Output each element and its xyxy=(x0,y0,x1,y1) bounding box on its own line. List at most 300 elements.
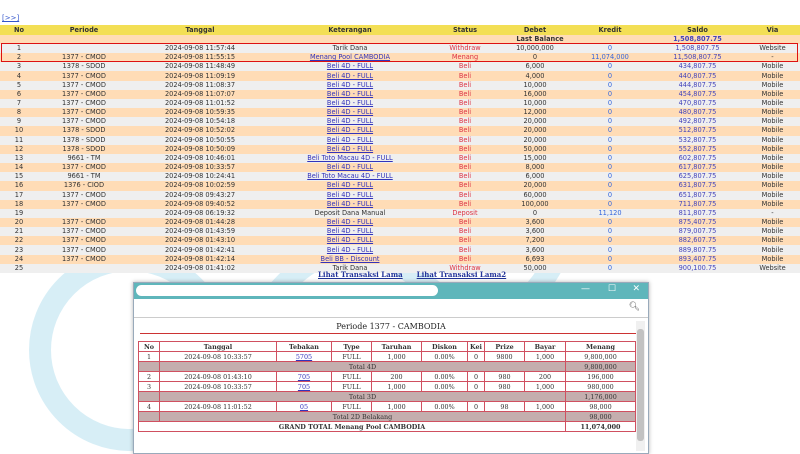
detail-cell-tanggal: 2024-09-08 10:33:57 xyxy=(160,352,277,362)
cell-debet: 16,000 xyxy=(500,90,570,99)
cell-via: Mobile xyxy=(745,172,800,181)
cell-periode: 1377 - CMOD xyxy=(38,90,130,99)
detail-row xyxy=(139,382,636,392)
cell-no: 13 xyxy=(0,154,38,163)
cell-tanggal: 2024-09-08 10:54:18 xyxy=(130,117,270,126)
cell-no: 12 xyxy=(0,145,38,154)
subtotal-row xyxy=(139,392,636,402)
cell-keterangan: Tarik Dana xyxy=(270,44,430,53)
cell-kredit: 0 xyxy=(570,154,650,163)
cell-status: Beli xyxy=(430,227,500,236)
detail-cell-diskon: 0.00% xyxy=(422,352,468,362)
minimize-button[interactable]: — xyxy=(581,284,590,294)
cell-via: Mobile xyxy=(745,81,800,90)
cell-no: 22 xyxy=(0,236,38,245)
cell-status: Beli xyxy=(430,163,500,172)
cell-tanggal: 2024-09-08 11:01:52 xyxy=(130,99,270,108)
cell-kredit: 0 xyxy=(570,172,650,181)
col-header-no: No xyxy=(0,25,38,35)
cell-status: Beli xyxy=(430,108,500,117)
cell-via: Mobile xyxy=(745,99,800,108)
cell-no: 1 xyxy=(0,44,38,53)
cell-saldo: 552,807.75 xyxy=(650,145,745,154)
cell-periode: 1376 - CIOD xyxy=(38,181,130,190)
detail-cell-type: FULL xyxy=(332,372,372,382)
cell-status: Beli xyxy=(430,236,500,245)
cell-via: - xyxy=(745,53,800,62)
cell-periode: 1378 - SDOD xyxy=(38,136,130,145)
detail-header-taruhan: Taruhan xyxy=(372,342,422,352)
cell-keterangan: Tarik Dana xyxy=(270,264,430,273)
cell-keterangan[interactable]: Beli 4D - FULL xyxy=(270,191,430,200)
detail-cell-tanggal: 2024-09-08 11:01:52 xyxy=(160,402,277,412)
cell-kredit: 0 xyxy=(570,71,650,80)
table-row xyxy=(0,90,800,99)
cell-no: 23 xyxy=(0,245,38,254)
popup-toolbar xyxy=(134,299,648,318)
detail-cell-kei: 0 xyxy=(468,382,485,392)
cell-saldo: 651,807.75 xyxy=(650,191,745,200)
cell-debet: 4,000 xyxy=(500,71,570,80)
cell-saldo: 470,807.75 xyxy=(650,99,745,108)
cell-via: Mobile xyxy=(745,90,800,99)
detail-cell-menang: 196,000 xyxy=(566,372,636,382)
cell-via: Mobile xyxy=(745,245,800,254)
cell-tanggal: 2024-09-08 11:57:44 xyxy=(130,44,270,53)
cell-saldo: 889,807.75 xyxy=(650,245,745,254)
cell-debet: 8,000 xyxy=(500,163,570,172)
cell-debet: 12,000 xyxy=(500,108,570,117)
detail-cell-diskon: 0.00% xyxy=(422,402,468,412)
cell-status: Beli xyxy=(430,191,500,200)
detail-cell-tanggal: 2024-09-08 01:43:10 xyxy=(160,372,277,382)
cell-periode: 9661 - TM xyxy=(38,154,130,163)
detail-cell-tebakan[interactable]: 5705 xyxy=(277,352,332,362)
col-header-via: Via xyxy=(745,25,800,35)
cell-kredit: 0 xyxy=(570,99,650,108)
address-bar[interactable] xyxy=(136,285,438,296)
popup-titlebar xyxy=(134,283,648,299)
detail-header-diskon: Diskon xyxy=(422,342,468,352)
cell-saldo: 882,607.75 xyxy=(650,236,745,245)
detail-header-menang: Menang xyxy=(566,342,636,352)
cell-saldo: 444,807.75 xyxy=(650,81,745,90)
detail-table xyxy=(138,341,636,432)
detail-header-no: No xyxy=(139,342,160,352)
cell-no: 6 xyxy=(0,90,38,99)
cell-tanggal: 2024-09-08 01:42:14 xyxy=(130,255,270,264)
cell-status: Deposit xyxy=(430,209,500,218)
cell-kredit: 11,074,000 xyxy=(570,53,650,62)
cell-debet: 6,693 xyxy=(500,255,570,264)
table-row xyxy=(0,209,800,218)
cell-keterangan[interactable]: Beli 4D - FULL xyxy=(270,126,430,135)
cell-debet: 0 xyxy=(500,209,570,218)
cell-tanggal: 2024-09-08 10:50:09 xyxy=(130,145,270,154)
detail-cell-prize: 9800 xyxy=(485,352,525,362)
cell-tanggal: 2024-09-08 10:02:59 xyxy=(130,181,270,190)
cell-tanggal: 2024-09-08 10:24:41 xyxy=(130,172,270,181)
cell-tanggal: 2024-09-08 11:09:19 xyxy=(130,71,270,80)
detail-cell-type: FULL xyxy=(332,382,372,392)
detail-header-type: Type xyxy=(332,342,372,352)
table-row xyxy=(0,44,800,53)
cell-no: 14 xyxy=(0,163,38,172)
old-transactions-link-2[interactable]: Lihat Transaksi Lama2 xyxy=(416,270,507,279)
cell-via: - xyxy=(745,209,800,218)
table-row xyxy=(0,163,800,172)
last-balance-row xyxy=(0,35,800,44)
cell-keterangan[interactable]: Beli 4D - FULL xyxy=(270,236,430,245)
cell-tanggal: 2024-09-08 06:19:32 xyxy=(130,209,270,218)
cell-tanggal: 2024-09-08 01:43:59 xyxy=(130,227,270,236)
cell-periode: 1377 - CMOD xyxy=(38,218,130,227)
cell-no: 5 xyxy=(0,81,38,90)
cell-via: Mobile xyxy=(745,145,800,154)
detail-cell-tebakan[interactable]: 705 xyxy=(277,382,332,392)
cell-saldo: 879,007.75 xyxy=(650,227,745,236)
cell-keterangan[interactable]: Beli Toto Macau 4D - FULL xyxy=(270,154,430,163)
next-page-link[interactable]: [>>] xyxy=(2,14,20,22)
cell-tanggal: 2024-09-08 11:48:49 xyxy=(130,62,270,71)
cell-kredit: 0 xyxy=(570,81,650,90)
cell-no: 15 xyxy=(0,172,38,181)
cell-via: Website xyxy=(745,264,800,273)
cell-kredit: 0 xyxy=(570,236,650,245)
cell-debet: 6,000 xyxy=(500,172,570,181)
detail-cell-no: 3 xyxy=(139,382,160,392)
cell-keterangan[interactable]: Beli 4D - FULL xyxy=(270,145,430,154)
cell-no: 16 xyxy=(0,181,38,190)
detail-cell-taruhan: 1,000 xyxy=(372,382,422,392)
total-label: Total 2D Belakang xyxy=(160,412,566,422)
cell-status: Beli xyxy=(430,172,500,181)
older-links xyxy=(318,270,520,279)
table-row xyxy=(0,181,800,190)
col-header-periode: Periode xyxy=(38,25,130,35)
cell-debet: 7,200 xyxy=(500,236,570,245)
cell-saldo: 875,407.75 xyxy=(650,218,745,227)
scrollbar-thumb[interactable] xyxy=(637,329,644,441)
cell-saldo: 602,807.75 xyxy=(650,154,745,163)
cell-debet: 50,000 xyxy=(500,145,570,154)
cell-status: Beli xyxy=(430,90,500,99)
table-row xyxy=(0,154,800,163)
cell-periode xyxy=(38,209,130,218)
detail-cell-no: 4 xyxy=(139,402,160,412)
cell-kredit: 0 xyxy=(570,163,650,172)
cell-kredit: 0 xyxy=(570,62,650,71)
cell-periode: 1377 - CMOD xyxy=(38,53,130,62)
blank-cell xyxy=(139,392,160,402)
cell-status: Beli xyxy=(430,62,500,71)
cell-status: Beli xyxy=(430,71,500,80)
table-row xyxy=(0,117,800,126)
cell-debet: 0 xyxy=(500,53,570,62)
cell-no: 9 xyxy=(0,117,38,126)
cell-via: Mobile xyxy=(745,71,800,80)
cell-kredit: 11,120 xyxy=(570,209,650,218)
cell-kredit: 0 xyxy=(570,90,650,99)
cell-saldo: 440,807.75 xyxy=(650,71,745,80)
detail-cell-bayar: 1,000 xyxy=(525,402,566,412)
cell-saldo: 532,807.75 xyxy=(650,136,745,145)
close-button[interactable]: ✕ xyxy=(632,284,640,294)
cell-kredit: 0 xyxy=(570,44,650,53)
cell-periode: 1377 - CMOD xyxy=(38,245,130,254)
cell-status: Beli xyxy=(430,99,500,108)
cell-via: Mobile xyxy=(745,108,800,117)
cell-periode: 1377 - CMOD xyxy=(38,191,130,200)
cell-tanggal: 2024-09-08 09:43:27 xyxy=(130,191,270,200)
cell-keterangan[interactable]: Beli 4D - FULL xyxy=(270,108,430,117)
detail-cell-bayar: 1,000 xyxy=(525,352,566,362)
cell-periode: 1378 - SDOD xyxy=(38,145,130,154)
cell-via: Mobile xyxy=(745,236,800,245)
cell-no: 8 xyxy=(0,108,38,117)
cell-status: Beli xyxy=(430,136,500,145)
detail-header-tebakan: Tebakan xyxy=(277,342,332,352)
cell-periode: 1377 - CMOD xyxy=(38,227,130,236)
total-label: GRAND TOTAL Menang Pool CAMBODIA xyxy=(139,422,566,432)
cell-debet: 3,600 xyxy=(500,227,570,236)
cell-saldo: 711,807.75 xyxy=(650,200,745,209)
col-header-tanggal: Tanggal xyxy=(130,25,270,35)
cell-saldo: 900,100.75 xyxy=(650,264,745,273)
cell-debet: 6,000 xyxy=(500,62,570,71)
detail-cell-menang: 980,000 xyxy=(566,382,636,392)
cell-saldo: 617,807.75 xyxy=(650,163,745,172)
table-row xyxy=(0,145,800,154)
cell-keterangan[interactable]: Beli 4D - FULL xyxy=(270,81,430,90)
cell-keterangan[interactable]: Beli 4D - FULL xyxy=(270,163,430,172)
cell-tanggal: 2024-09-08 01:43:10 xyxy=(130,236,270,245)
detail-header-bayar: Bayar xyxy=(525,342,566,352)
cell-periode xyxy=(38,44,130,53)
cell-kredit: 0 xyxy=(570,255,650,264)
cell-kredit: 0 xyxy=(570,181,650,190)
cell-keterangan[interactable]: Beli 4D - FULL xyxy=(270,181,430,190)
cell-periode: 1378 - SDOD xyxy=(38,62,130,71)
detail-row xyxy=(139,402,636,412)
cell-debet: 100,000 xyxy=(500,200,570,209)
popup-window xyxy=(133,282,649,454)
cell-tanggal: 2024-09-08 11:08:37 xyxy=(130,81,270,90)
cell-saldo: 631,807.75 xyxy=(650,181,745,190)
table-row xyxy=(0,218,800,227)
cell-kredit: 0 xyxy=(570,200,650,209)
detail-cell-type: FULL xyxy=(332,402,372,412)
cell-periode: 1377 - CMOD xyxy=(38,108,130,117)
cell-kredit: 0 xyxy=(570,264,650,273)
cell-saldo: 811,807.75 xyxy=(650,209,745,218)
cell-tanggal: 2024-09-08 10:50:55 xyxy=(130,136,270,145)
table-row xyxy=(0,136,800,145)
total-value: 1,176,000 xyxy=(566,392,636,402)
cell-via: Mobile xyxy=(745,62,800,71)
cell-status: Withdraw xyxy=(430,44,500,53)
cell-no: 19 xyxy=(0,209,38,218)
cell-debet: 20,000 xyxy=(500,126,570,135)
table-row xyxy=(0,53,800,62)
cell-no: 10 xyxy=(0,126,38,135)
cell-keterangan[interactable]: Beli 4D - FULL xyxy=(270,71,430,80)
detail-cell-prize: 980 xyxy=(485,382,525,392)
detail-header-kei: Kei xyxy=(468,342,485,352)
last-balance-label: Last Balance xyxy=(430,35,650,44)
cell-via: Mobile xyxy=(745,227,800,236)
subtotal-row xyxy=(139,362,636,372)
maximize-button[interactable]: ☐ xyxy=(607,284,616,294)
blank-cell xyxy=(139,362,160,372)
scrollbar[interactable] xyxy=(636,321,645,451)
divider xyxy=(140,333,640,334)
detail-cell-kei: 0 xyxy=(468,352,485,362)
cell-tanggal: 2024-09-08 01:41:02 xyxy=(130,264,270,273)
grand-total-row xyxy=(139,422,636,432)
subtotal-row xyxy=(139,412,636,422)
cell-tanggal: 2024-09-08 10:46:01 xyxy=(130,154,270,163)
cell-no: 25 xyxy=(0,264,38,273)
cell-no: 17 xyxy=(0,191,38,200)
cell-status: Menang xyxy=(430,53,500,62)
cell-via: Mobile xyxy=(745,117,800,126)
cell-status: Beli xyxy=(430,154,500,163)
cell-saldo: 893,407.75 xyxy=(650,255,745,264)
blank-cell xyxy=(139,412,160,422)
cell-debet: 3,600 xyxy=(500,245,570,254)
cell-via: Mobile xyxy=(745,154,800,163)
cell-saldo: 11,508,807.75 xyxy=(650,53,745,62)
cell-periode: 1377 - CMOD xyxy=(38,163,130,172)
table-row xyxy=(0,236,800,245)
cell-no: 3 xyxy=(0,62,38,71)
cell-debet: 20,000 xyxy=(500,181,570,190)
cell-keterangan[interactable]: Beli Toto Macau 4D - FULL xyxy=(270,172,430,181)
transaction-table xyxy=(0,25,800,273)
cell-debet: 20,000 xyxy=(500,136,570,145)
cell-keterangan[interactable]: Beli 4D - FULL xyxy=(270,245,430,254)
detail-cell-tebakan[interactable]: 05 xyxy=(277,402,332,412)
table-row xyxy=(0,81,800,90)
cell-status: Beli xyxy=(430,255,500,264)
detail-cell-kei: 0 xyxy=(468,402,485,412)
table-row xyxy=(0,172,800,181)
cell-tanggal: 2024-09-08 09:40:52 xyxy=(130,200,270,209)
cell-via: Mobile xyxy=(745,126,800,135)
cell-tanggal: 2024-09-08 10:59:35 xyxy=(130,108,270,117)
cell-kredit: 0 xyxy=(570,108,650,117)
detail-cell-taruhan: 1,000 xyxy=(372,352,422,362)
cell-via: Mobile xyxy=(745,163,800,172)
cell-periode: 1378 - SDOD xyxy=(38,126,130,135)
cell-kredit: 0 xyxy=(570,117,650,126)
cell-kredit: 0 xyxy=(570,227,650,236)
cell-periode: 1377 - CMOD xyxy=(38,99,130,108)
col-header-kredit: Kredit xyxy=(570,25,650,35)
col-header-debet: Debet xyxy=(500,25,570,35)
cell-keterangan[interactable]: Beli 4D - FULL xyxy=(270,227,430,236)
table-row xyxy=(0,200,800,209)
detail-cell-menang: 9,800,000 xyxy=(566,352,636,362)
detail-cell-taruhan: 200 xyxy=(372,372,422,382)
cell-status: Beli xyxy=(430,218,500,227)
cell-kredit: 0 xyxy=(570,245,650,254)
cell-periode: 1377 - CMOD xyxy=(38,200,130,209)
detail-cell-tebakan[interactable]: 705 xyxy=(277,372,332,382)
cell-debet: 3,600 xyxy=(500,218,570,227)
cell-keterangan[interactable]: Beli 4D - FULL xyxy=(270,90,430,99)
cell-tanggal: 2024-09-08 11:07:07 xyxy=(130,90,270,99)
detail-cell-tanggal: 2024-09-08 10:33:57 xyxy=(160,382,277,392)
cell-debet: 10,000 xyxy=(500,81,570,90)
cell-status: Beli xyxy=(430,181,500,190)
col-header-status: Status xyxy=(430,25,500,35)
col-header-keterangan: Keterangan xyxy=(270,25,430,35)
cell-saldo: 492,807.75 xyxy=(650,117,745,126)
cell-debet: 50,000 xyxy=(500,264,570,273)
cell-no: 2 xyxy=(0,53,38,62)
cell-saldo: 512,807.75 xyxy=(650,126,745,135)
table-row xyxy=(0,245,800,254)
detail-row xyxy=(139,372,636,382)
cell-keterangan[interactable]: Beli BB - Discount xyxy=(270,255,430,264)
cell-keterangan[interactable]: Beli 4D - FULL xyxy=(270,200,430,209)
cell-tanggal: 2024-09-08 11:55:15 xyxy=(130,53,270,62)
cell-kredit: 0 xyxy=(570,136,650,145)
cell-no: 20 xyxy=(0,218,38,227)
cell-via: Mobile xyxy=(745,181,800,190)
cell-tanggal: 2024-09-08 10:33:57 xyxy=(130,163,270,172)
cell-periode: 1377 - CMOD xyxy=(38,71,130,80)
table-row xyxy=(0,99,800,108)
cell-keterangan[interactable]: Beli 4D - FULL xyxy=(270,62,430,71)
cell-keterangan[interactable]: Beli 4D - FULL xyxy=(270,99,430,108)
cell-saldo: 1,508,807.75 xyxy=(650,44,745,53)
cell-periode: 1377 - CMOD xyxy=(38,117,130,126)
cell-keterangan[interactable]: Beli 4D - FULL xyxy=(270,136,430,145)
table-row xyxy=(0,227,800,236)
cell-saldo: 480,807.75 xyxy=(650,108,745,117)
detail-cell-prize: 980 xyxy=(485,372,525,382)
cell-keterangan[interactable]: Menang Pool CAMBODIA xyxy=(270,53,430,62)
cell-status: Beli xyxy=(430,81,500,90)
cell-saldo: 454,807.75 xyxy=(650,90,745,99)
cell-via: Mobile xyxy=(745,255,800,264)
cell-status: Beli xyxy=(430,126,500,135)
popup-title: Periode 1377 - CAMBODIA xyxy=(336,322,446,331)
cell-status: Withdraw xyxy=(430,264,500,273)
cell-debet: 60,000 xyxy=(500,191,570,200)
cell-tanggal: 2024-09-08 10:52:02 xyxy=(130,126,270,135)
cell-via: Mobile xyxy=(745,200,800,209)
detail-cell-taruhan: 1,000 xyxy=(372,402,422,412)
cell-no: 4 xyxy=(0,71,38,80)
magnifier-icon[interactable]: 🔍︎ xyxy=(628,302,640,312)
cell-via: Mobile xyxy=(745,136,800,145)
cell-status: Beli xyxy=(430,117,500,126)
total-label: Total 4D xyxy=(160,362,566,372)
cell-no: 24 xyxy=(0,255,38,264)
old-transactions-link[interactable]: Lihat Transaksi Lama xyxy=(318,270,403,279)
last-balance-value: 1,508,807.75 xyxy=(650,35,745,44)
table-row xyxy=(0,255,800,264)
cell-keterangan[interactable]: Beli 4D - FULL xyxy=(270,218,430,227)
cell-via: Mobile xyxy=(745,218,800,227)
cell-saldo: 625,807.75 xyxy=(650,172,745,181)
cell-keterangan[interactable]: Beli 4D - FULL xyxy=(270,117,430,126)
cell-via: Mobile xyxy=(745,191,800,200)
